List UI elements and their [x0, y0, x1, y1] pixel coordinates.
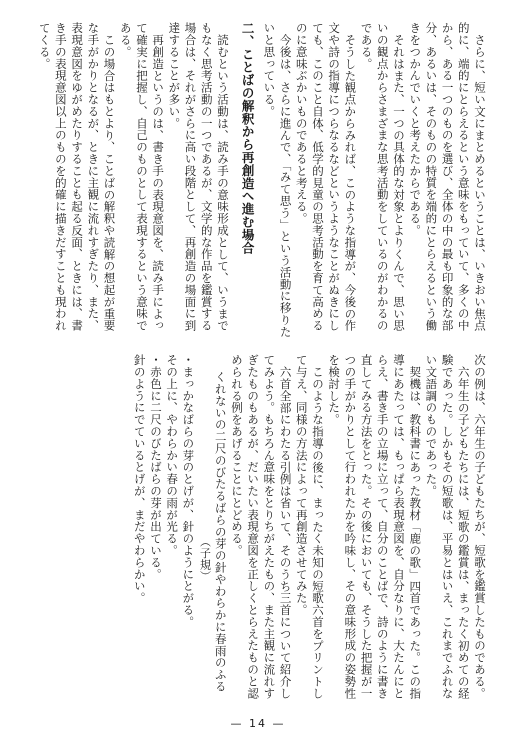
tanka-poem: くれないの二尺のびたるばらの芽の針やわらかに春雨のふる: [213, 371, 228, 693]
poem-author: （子規）: [198, 535, 212, 582]
interpretation-line: 針のようにでているとげが、まだやわらかい。: [132, 354, 147, 604]
paragraph: 再創造というのは、書き手の表現意図を、読み手によって確実に把握し、自己のものとして表現するという意味である。: [118, 22, 166, 332]
vertical-text-body: [28, 22, 488, 708]
paragraph: それはまた、一つの具体的な対象とよりくんで、思い思いの観点からさまざまな思考活動をしているのがわかるのである。: [359, 22, 406, 332]
paragraph: さらに、短い文にまとめるということは、いきおい焦点的に、端的にとらえるという意味をもっていて、多くの中から、ある一つのものを選び、全体の中の最も印象的な部分、あるいは、そのものの特質を端的にとらえるという働きをつかんでいくと考えたからである。: [408, 22, 487, 332]
paragraph: 六年生の子どもたちには、短歌の鑑賞は、まったく初めての経験であった。しかもその短歌は、平易とはいえ、これまでふれない文語調のものであった。: [424, 354, 471, 700]
interpretation-line: その上に、やわらかい春の雨が光る。: [165, 354, 180, 557]
section-heading: 二、ことばの解釈から再創造へ進む場合: [240, 22, 256, 255]
paragraph: そうした観点からみれば、このような指導が、今後の作文や詩の指導につらなるなどというようなことがぬきにしても、このこと自体、低学的見童の思考活動を育て高めるのに意味ぶかいものであると考える。: [294, 22, 358, 332]
paragraph: この場合はもとより、ことばの解釈や読解の想起が重要な手がかりとなるが、ときに主観に流れすぎたり、また、表現意図をゆがめたりすることも起る反面、ときには、書き手の表現意図以上のものを的確に描きだすことも現われてくる。: [37, 22, 117, 332]
paragraph: 次の例は、六年生の子どもたちが、短歌を鑑賞したものである。: [473, 354, 487, 700]
paragraph: 読むという活動は、読み手の意味形成として、いうまでもなく思考活動の一つであるが、文学的な作品を鑑賞する場合は、それがさらに高い段階として、再創造の場面に到達することが多い。: [167, 22, 230, 332]
interpretation-line: ・赤色に二尺のびたばらの芽が出ている。: [148, 354, 163, 581]
paragraph: 契機は、教科書にあった教材「鹿の歌」四首であった。この指導にあたっては、もっぱら表現意図を、自分なりに、大たんにとらえ、書き手の立場に立って、自分のことばで、詩のように書き直してみる方法をとった。その後においても、そうした把握が一つの手がかりとして行われたかを吟味し、その意味形成の姿勢性を検討した。: [327, 354, 423, 700]
paragraph: このような指導の後に、まったく未知の短歌六首をプリントして与え、同様の方法によって再創造させてみた。: [294, 354, 325, 699]
page-number: — 14 —: [230, 717, 286, 730]
upper-tier: [28, 22, 488, 340]
interpretation-line: ・まっかなばらの芽のとげが、針のようにとがる。: [181, 354, 196, 628]
paragraph: 六首全部にわたる引例は省いて、そのうち三首について紹介してみよう。もちろん意味をとりちがえたもの、また主観に流れすぎたものもあるが、だいたい表現意図を正しくとらえたものと認められる例をあげることにとどめる。: [229, 354, 293, 700]
paragraph: 今後は、さらに進んで、「みて思う」という活動に移りたいと思っている。: [262, 22, 293, 338]
lower-tier: [28, 354, 488, 708]
